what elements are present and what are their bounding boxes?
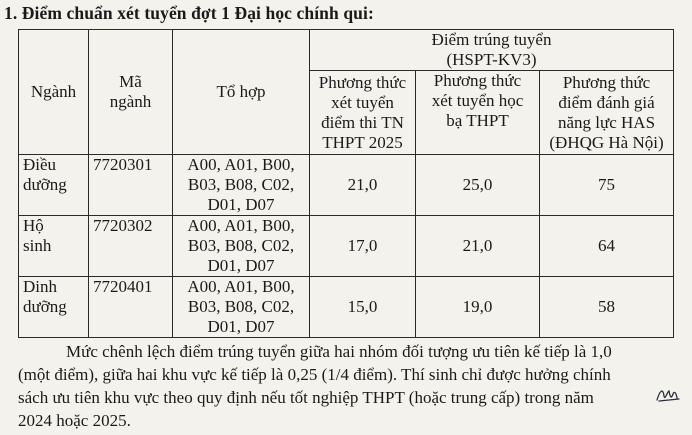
combo-line: B03, B08, C02, bbox=[187, 297, 295, 316]
header-major: Ngành bbox=[19, 30, 89, 155]
combo-line: A00, A01, B00, bbox=[187, 277, 295, 296]
admission-score-table bbox=[18, 29, 674, 338]
major-line: dưỡng bbox=[23, 175, 67, 194]
cell-exam-score: 21,0 bbox=[310, 155, 416, 216]
header-line: điểm đánh giá bbox=[558, 92, 655, 112]
table-row bbox=[19, 277, 674, 338]
header-line: năng lực HAS bbox=[557, 112, 656, 132]
cell-transcript-score: 25,0 bbox=[416, 155, 540, 216]
header-line: xét tuyển bbox=[331, 92, 394, 112]
header-line: bạ THPT bbox=[446, 111, 509, 130]
combo-line: A00, A01, B00, bbox=[187, 155, 295, 174]
cell-exam-score: 17,0 bbox=[310, 216, 416, 277]
header-line: (ĐHQG Hà Nội) bbox=[549, 132, 664, 152]
section-heading: 1. Điểm chuẩn xét tuyển đợt 1 Đại học chính qui: bbox=[4, 3, 374, 23]
header-code-line: ngành bbox=[109, 92, 152, 111]
major-line: Điều bbox=[23, 155, 57, 174]
cell-code: 7720401 bbox=[89, 277, 173, 338]
cell-combo bbox=[173, 216, 310, 277]
header-line: điểm thi TN bbox=[321, 112, 404, 132]
combo-line: A00, A01, B00, bbox=[187, 216, 295, 235]
cell-exam-score: 15,0 bbox=[310, 277, 416, 338]
header-method-exam bbox=[310, 71, 416, 155]
header-line: xét tuyển học bbox=[431, 91, 524, 110]
cell-has-score: 64 bbox=[540, 216, 674, 277]
combo-line: B03, B08, C02, bbox=[187, 236, 295, 255]
cell-major bbox=[19, 155, 89, 216]
header-line: THPT 2025 bbox=[322, 132, 403, 152]
header-code bbox=[89, 30, 173, 155]
signature-stroke bbox=[657, 391, 679, 401]
cell-major bbox=[19, 216, 89, 277]
header-score-group bbox=[310, 30, 674, 71]
note-paragraph bbox=[18, 340, 670, 432]
cell-major bbox=[19, 277, 89, 338]
header-code-line: Mã bbox=[119, 72, 142, 91]
major-line: Dinh bbox=[23, 277, 57, 296]
combo-line: D01, D07 bbox=[207, 317, 275, 336]
header-combo: Tổ hợp bbox=[173, 30, 310, 155]
combo-line: D01, D07 bbox=[207, 195, 275, 214]
cell-transcript-score: 21,0 bbox=[416, 216, 540, 277]
cell-transcript-score: 19,0 bbox=[416, 277, 540, 338]
major-line: Hộ bbox=[23, 216, 44, 235]
cell-has-score: 75 bbox=[540, 155, 674, 216]
cell-combo bbox=[173, 155, 310, 216]
combo-line: D01, D07 bbox=[207, 256, 275, 275]
major-line: sinh bbox=[23, 236, 52, 255]
cell-code: 7720301 bbox=[89, 155, 173, 216]
cell-has-score: 58 bbox=[540, 277, 674, 338]
major-line: dưỡng bbox=[23, 297, 67, 316]
note-line: 2024 hoặc 2025. bbox=[18, 411, 131, 430]
cell-code: 7720302 bbox=[89, 216, 173, 277]
header-method-has bbox=[540, 71, 674, 155]
table-row bbox=[19, 216, 674, 277]
note-line: Mức chênh lệch điểm trúng tuyển giữa hai nhóm đối tượng ưu tiên kế tiếp là 1,0 bbox=[66, 342, 612, 361]
initials-signature bbox=[655, 386, 681, 404]
note-line: (một điểm), giữa hai khu vực kế tiếp là 0,25 (1/4 điểm). Thí sinh chỉ được hưởng chính bbox=[18, 365, 611, 384]
table-header-row bbox=[19, 30, 674, 71]
header-line: Phương thức bbox=[318, 72, 407, 92]
header-method-transcript bbox=[416, 71, 540, 155]
combo-line: B03, B08, C02, bbox=[187, 175, 295, 194]
table-row bbox=[19, 155, 674, 216]
note-line: sách ưu tiên khu vực theo quy định nếu tốt nghiệp THPT (hoặc trung cấp) trong năm bbox=[18, 388, 594, 407]
header-score-group-subtitle: (HSPT-KV3) bbox=[446, 50, 537, 69]
cell-combo bbox=[173, 277, 310, 338]
header-line: Phương thức bbox=[433, 71, 522, 90]
header-score-group-title: Điểm trúng tuyển bbox=[431, 30, 552, 49]
header-line: Phương thức bbox=[562, 72, 651, 92]
